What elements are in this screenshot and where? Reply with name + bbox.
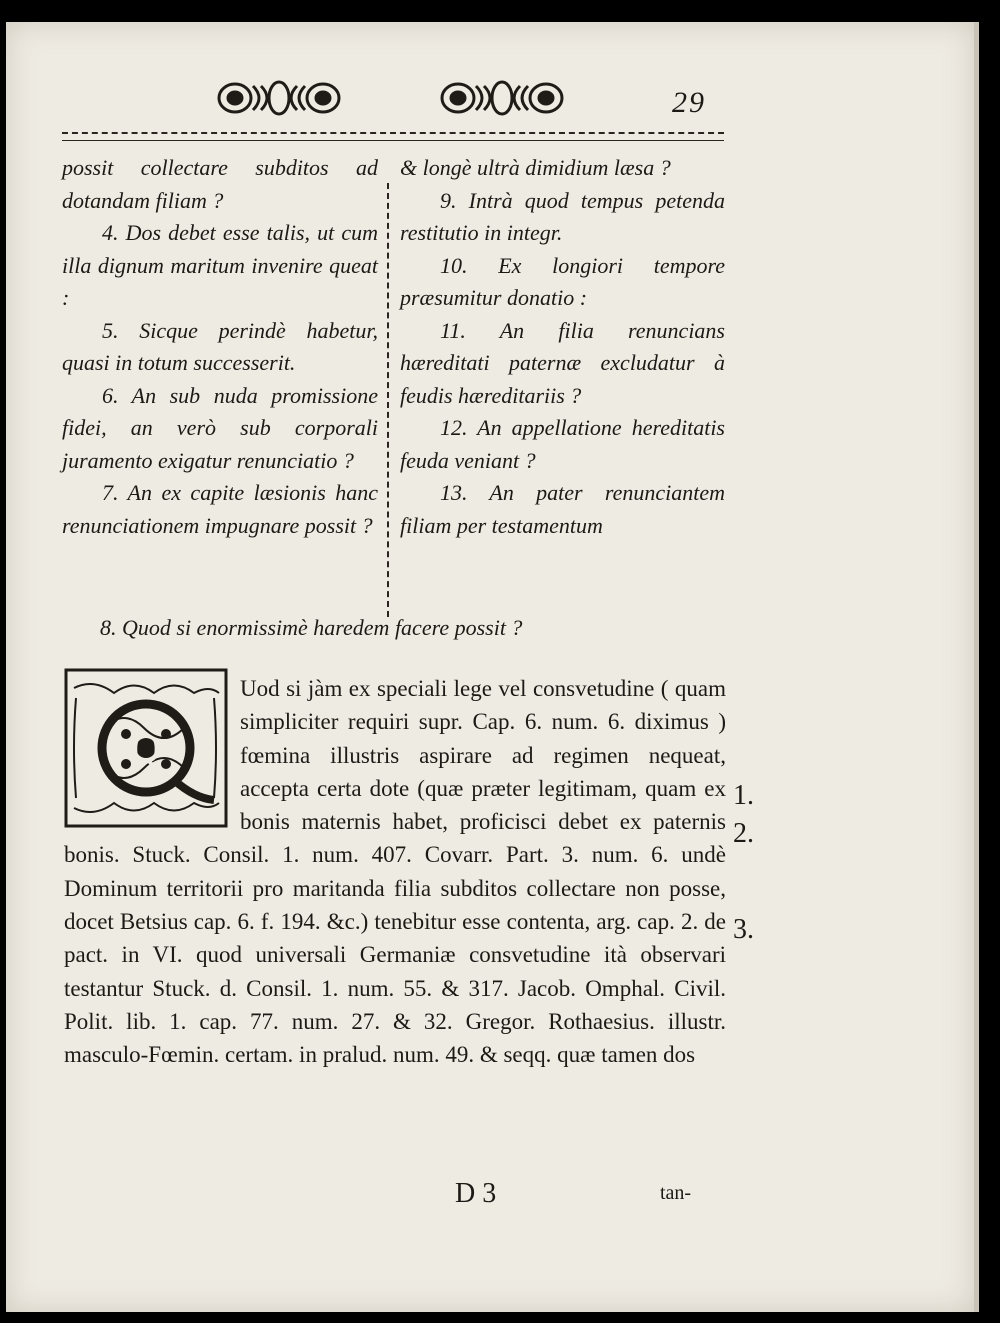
column-divider [387, 183, 389, 617]
summary-item: 9. Intrà quod tempus petenda restitutio in integr. [400, 187, 725, 245]
summary-right-column [400, 152, 725, 542]
summary-last-line: 8. Quod si enormissimè haredem facere possit ? [100, 615, 523, 640]
summary-left-column [62, 152, 378, 542]
page-number: 29 [672, 86, 706, 119]
paragraph-text: Uod si jàm ex speciali lege vel consvetudine ( quam simpliciter requiri supr. Cap. 6. num. 6. diximus ) fœmina illustris aspirare ad regimen nequeat, accepta certa dote (quæ præter legitimam, quam ex bonis maternis habet, proficisci debet ex paternis bonis. Stuck. Consil. 1. num. 407. Covarr. Part. 3. num. 6. undè Dominum territorii pro maritanda filia subditos collectare non posse, docet Betsius cap. 6. f. 194. &c.) tenebitur esse contenta, arg. cap. 2. de pact. in VI. quod universali Germaniæ consvetudine ità observari testantur Stuck. d. Consil. 1. num. 55. & 317. Jacob. Omphal. Civil. Polit. lib. 1. cap. 77. num. 27. & 32. Gregor. Rothaesius. illustr. masculo-Fœmin. certam. in pralud. num. 49. & seqq. quæ tamen dos [64, 676, 726, 1068]
summary-item: 12. An appellatione hereditatis feuda veniant ? [400, 415, 725, 473]
summary-item: possit collectare subditos ad dotandam filiam ? [62, 155, 378, 213]
header-rule [62, 132, 724, 134]
summary-item: 7. An ex capite læsionis hanc renunciationem impugnare possit ? [62, 480, 378, 538]
dropcap-letter: Q [131, 726, 161, 771]
signature-mark: D 3 [455, 1178, 497, 1209]
summary-item: 6. An sub nuda promissione fidei, an verò sub corporali juramento exigatur renunciatio ? [62, 382, 378, 473]
margin-note: 1. [733, 780, 754, 811]
summary-item: & longè ultrà dimidium læsa ? [400, 155, 671, 180]
header-ornament-left [215, 78, 343, 118]
summary-item: 4. Dos debet esse talis, ut cum illa dignum maritum invenire queat : [62, 220, 378, 310]
catchword: tan- [660, 1182, 692, 1204]
margin-note: 3. [733, 914, 754, 945]
header-rule-thin [62, 140, 724, 141]
summary-item: 11. An filia renuncians hæreditati paternæ excludatur à feudis hæreditariis ? [400, 317, 725, 408]
margin-note: 2. [733, 818, 754, 849]
summary-item: 10. Ex longiori tempore præsumitur donatio : [400, 252, 725, 310]
summary-item: 5. Sicque perindè habetur, quasi in totum successerit. [62, 317, 378, 375]
header-ornament-right [438, 78, 566, 118]
page-edge [974, 22, 979, 1312]
summary-item: 13. An pater renunciantem filiam per testamentum [400, 480, 725, 538]
main-paragraph [64, 672, 726, 1072]
